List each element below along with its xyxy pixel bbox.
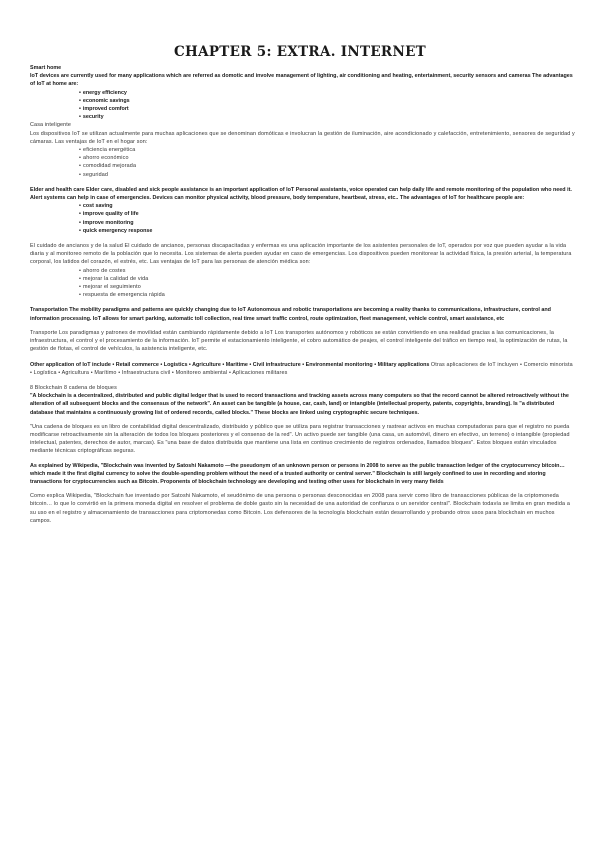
bullet-list-elder-care-en xyxy=(30,202,575,235)
list-item: • eficiencia energética xyxy=(79,146,575,154)
paragraph-transportation-en: Transportation The mobility paradigms and patterns are quickly changing due to IoT Autonomous and robotic transportations are becoming a reality thanks to communications, infrastructure, control and information processing. IoT allows for smart parking, automatic toll collection, real time smart traffic control, route optimization, fleet management, vehicle control, smart assistance, etc xyxy=(30,307,551,322)
list-item: • improve quality of life xyxy=(79,210,575,218)
section-heading-casa-inteligente: Casa inteligente xyxy=(30,122,72,129)
list-item: • cost saving xyxy=(79,202,575,210)
paragraph-blockchain-es-2: Como explica Wikipedia, "Blockchain fue inventado por Satoshi Nakamoto, el seudónimo de una persona o personas desconocidas en 2008 para servir como libro de transacciones públicas de la criptomoneda bitcoin… lo que lo convirtió en la primera moneda digital en resolver el problema de doble gasto sin la necesidad de una autoridad de confianza o un servidor central". Blockchain todavía se limita en gran medida a su uso en el registro y almacenamiento de transacciones para criptomonedas como Bitcoin. Los defensores de la tecnología blockchain están desarrollando y probando otros usos para blockchain en muchos campos. xyxy=(30,493,570,524)
paragraph-smart-home-en: IoT devices are currently used for many applications which are referred as domotic and involve management of lighting, air conditioning and heating, entertainment, security sensors and cameras The advantages of IoT at home are: xyxy=(30,73,573,88)
list-item: • quick emergency response xyxy=(79,227,575,235)
bullet-list-smart-home-es xyxy=(30,146,575,179)
list-item: • economic savings xyxy=(79,97,575,105)
list-item: • mejorar la calidad de vida xyxy=(79,275,575,283)
bullet-list-smart-home-en xyxy=(30,89,575,122)
paragraph-transportation-es: Transporte Los paradigmas y patrones de movilidad están cambiando rápidamente debido a IoT Los transportes autónomos y robóticos se están convirtiendo en una realidad gracias a las comunicaciones, la infraestructura, el control y el procesamiento de la información. IoT permite el estacionamiento inteligente, el cobro automático de peajes, el control inteligente del tráfico en tiempo real, la optimización de rutas, la gestión de flotas, el control de vehículos, la asistencia inteligente, etc. xyxy=(30,329,568,353)
section-heading-smart-home: Smart home xyxy=(30,65,62,71)
list-item: • comodidad mejorada xyxy=(79,162,575,170)
list-item: • ahorro económico xyxy=(79,154,575,162)
list-item: • mejorar el seguimiento xyxy=(79,283,575,291)
page-title: CHAPTER 5: EXTRA. INTERNET xyxy=(173,44,427,60)
paragraph-elder-care-es: El cuidado de ancianos y de la salud El cuidado de ancianos, personas discapacitadas y enfermas es una aplicación importante de los asistentes personales de IoT, operados por voz que pueden ayudar a la vida diaria y al monitoreo remoto de la población que lo necesita. Los sistemas de alerta pueden ayudar en caso de emergencias. Los dispositivos pueden monitorear la actividad física, la presión arterial, la temperatura corporal, los latidos del corazón, el estrés, etc. Las ventajas de IoT para las personas de atención médica son: xyxy=(30,243,572,266)
paragraph-blockchain-es-1: "Una cadena de bloques es un libro de contabilidad digital descentralizado, distribuido y público que se utiliza para registrar transacciones y rastrear activos en muchas computadoras para que el registro no pueda modificarse retroactivamente sin la alteración de todos los bloques posteriores y el consenso de la red". Un activo puede ser tangible (una casa, un automóvil, dinero en efectivo, un terreno) o intangible (propiedad intelectual, patentes, derechos de autor, marcas). Es "una base de datos distribuida que mantiene una lista en continuo crecimiento de registros ordenados, llamados bloques". Estos bloques están vinculados mediante técnicas criptográficas seguras. xyxy=(30,423,570,455)
document-body xyxy=(30,64,575,525)
bullet-list-elder-care-es xyxy=(30,267,575,300)
paragraph-elder-care-en: Elder and health care Elder care, disabled and sick people assistance is an important application of IoT Personal assistants, voice operated can help daily life and remote monitoring of the population who need it. Alert systems can help in case of emergencies. Devices can monitor physical activity, blood pressure, body temperature, heartbeat, stress, etc.. The advantages of IoT for healthcare people are: xyxy=(30,186,572,202)
other-applications-es: Otras aplicaciones de IoT incluyen • Comercio minorista • Logística • Agricultura • Marítimo • Infraestructura civil • Monitoreo ambiental • Aplicaciones militares xyxy=(30,361,573,376)
list-item: • seguridad xyxy=(79,171,575,179)
list-item: • security xyxy=(79,113,575,121)
other-applications-en: Other application of IoT include • Retail commerce • Logistics • Agriculture • Maritime • Civil infrastructure • Environmental monitoring • Military applications xyxy=(30,361,430,368)
section-heading-blockchain: 8 Blockchain 8 cadena de bloques xyxy=(30,384,117,391)
list-item: • respuesta de emergencia rápida xyxy=(79,291,575,299)
list-item: • improve monitoring xyxy=(79,219,575,227)
paragraph-blockchain-en-1: "A blockchain is a decentralized, distributed and public digital ledger that is used to record transactions and tracking assets across many computers so that the record cannot be altered retroactively without the alteration of all subsequent blocks and the consensus of the network". An asset can be tangible (a house, car, cash, land) or intangible (intellectual property, patents, copyrights, branding). Is "a distributed database that maintains a continuously growing list of ordered records, called blocks." These blocks are linked using cryptographic secure techniques. xyxy=(30,393,569,416)
paragraph-other-applications xyxy=(30,361,575,377)
list-item: • improved comfort xyxy=(79,105,575,113)
paragraph-blockchain-en-2: As explained by Wikipedia, "Blockchain was invented by Satoshi Nakamoto —the pseudonym of an unknown person or persons in 2008 to serve as the public transaction ledger of the cryptocurrency bitcoin… which made it the first digital currency to solve the double-spending problem without the need of a trusted authority or central server." Blockchain is still largely confined to use in recording and storing transactions for cryptocurrencies such as Bitcoin. Proponents of blockchain technology are developing and testing other uses for blockchain in very many fields xyxy=(30,462,565,485)
list-item: • energy efficiency xyxy=(79,89,575,97)
paragraph-smart-home-es: Los dispositivos IoT se utilizan actualmente para muchas aplicaciones que se denominan domóticas e involucran la gestión de iluminación, aire acondicionado y calefacción, entretenimiento, sensores de seguridad y cámaras. Las ventajas de IoT en el hogar son: xyxy=(30,130,575,145)
list-item: • ahorro de costes xyxy=(79,267,575,275)
